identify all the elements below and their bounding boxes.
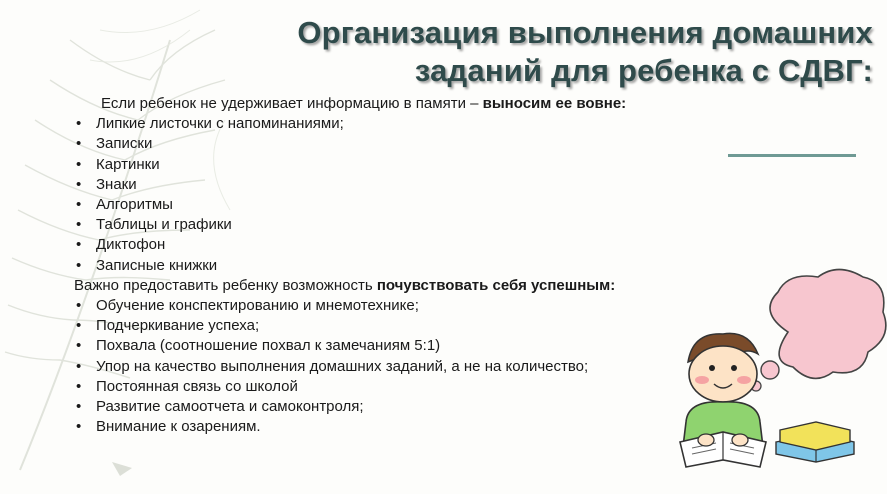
list-item: • Записки — [74, 134, 714, 154]
list-item: • Знаки — [74, 175, 714, 195]
section2-list — [74, 296, 714, 437]
list-item: • Таблицы и графики — [74, 215, 714, 235]
list-item: • Похвала (соотношение похвал к замечаниям 5:1) — [74, 336, 714, 356]
list-item: • Диктофон — [74, 235, 714, 255]
list-item: • Постоянная связь со школой — [74, 377, 714, 397]
accent-divider — [728, 154, 856, 157]
slide-title — [297, 14, 873, 90]
list-item: • Липкие листочки с напоминаниями; — [74, 114, 714, 134]
section2-intro: Важно предоставить ребенку возможность почувствовать себя успешным: — [74, 276, 616, 294]
section1-intro: Если ребенок не удерживает информацию в памяти – выносим ее вовне: — [101, 95, 627, 112]
list-item: • Подчеркивание успеха; — [74, 316, 714, 336]
child-reading-illustration — [668, 262, 887, 494]
list-item: • Записные книжки — [74, 256, 714, 276]
section1-intro-bold: выносим ее вовне: — [482, 95, 627, 112]
title-line-2: заданий для ребенка с СДВГ: — [414, 53, 873, 88]
list-item: • Алгоритмы — [74, 195, 714, 215]
title-line-1: Организация выполнения домашних — [297, 15, 873, 50]
slide-content — [74, 94, 714, 437]
section1-list — [74, 114, 714, 276]
section2-intro-bold: почувствовать себя успешным: — [376, 276, 616, 294]
list-item: • Развитие самоотчета и самоконтроля; — [74, 397, 714, 417]
list-item: • Картинки — [74, 155, 714, 175]
list-item: • Упор на качество выполнения домашних заданий, а не на количество; — [74, 357, 714, 377]
list-item: • Обучение конспектированию и мнемотехнике; — [74, 296, 714, 316]
thought-bubble-icon — [751, 270, 886, 392]
list-item: • Внимание к озарениям. — [74, 417, 714, 437]
